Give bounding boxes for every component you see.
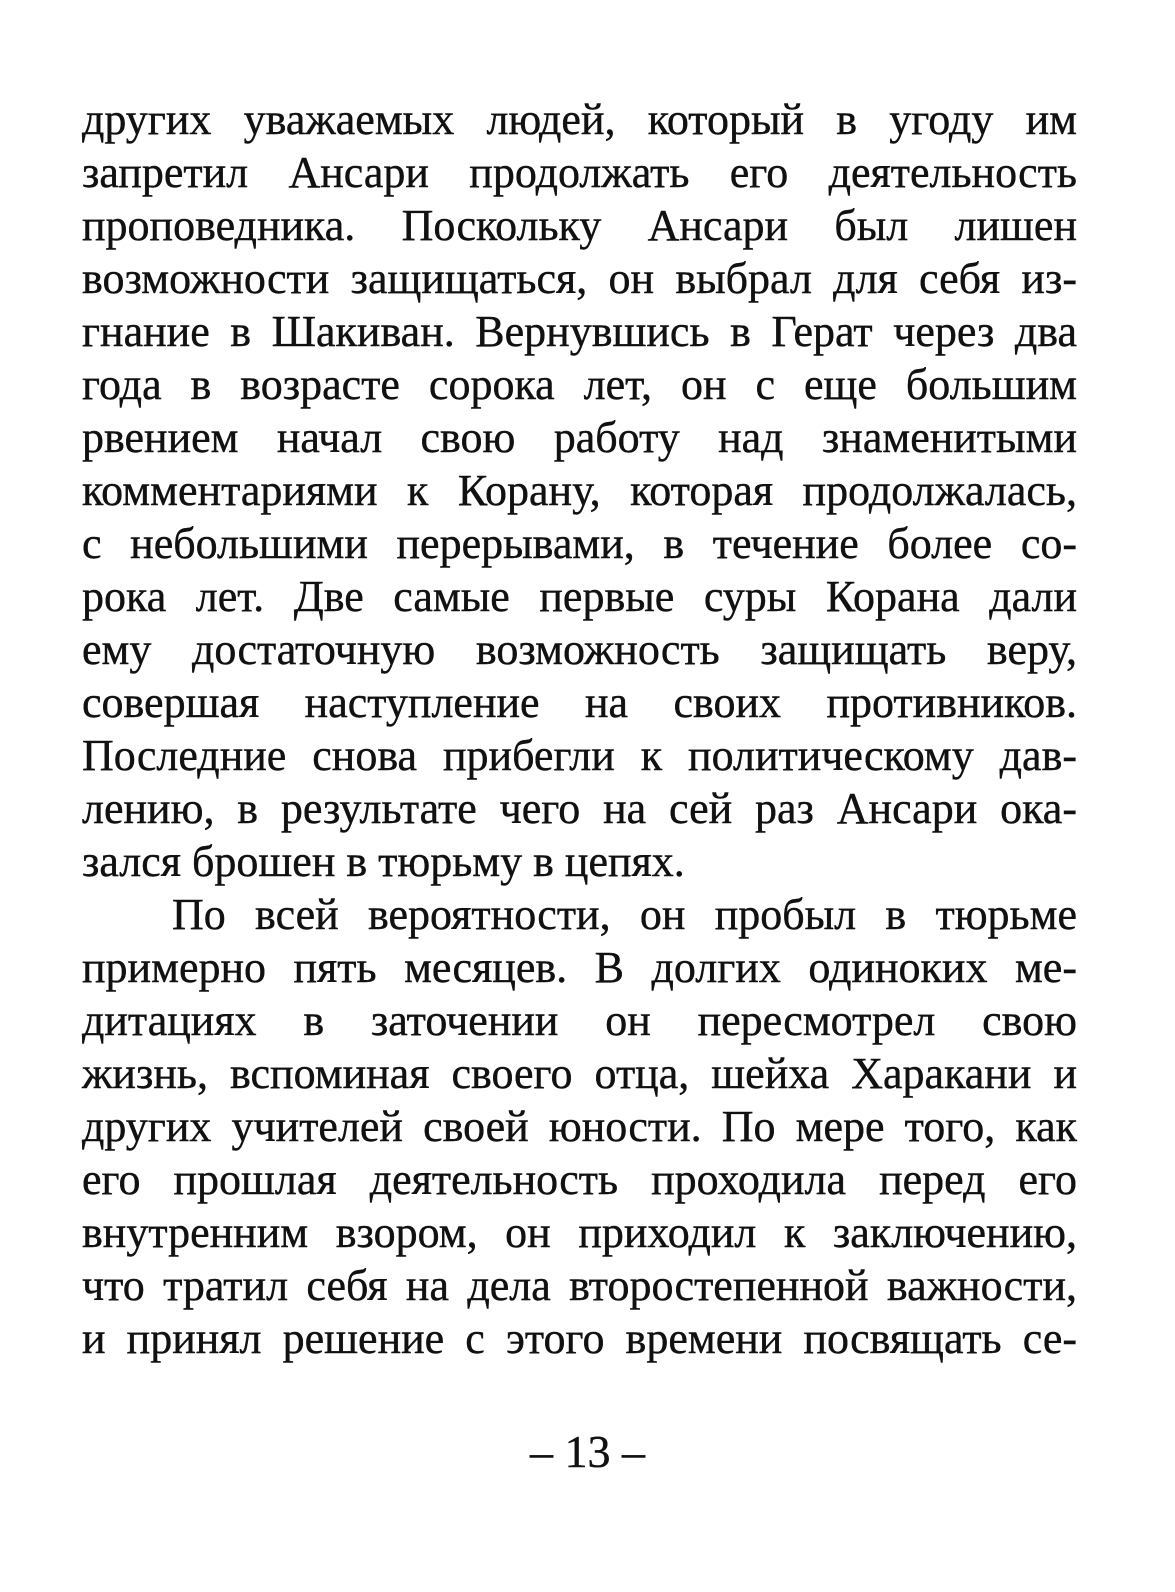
text-line: рока лет. Две самые первые суры Корана дали — [82, 572, 1077, 621]
text-line: жизнь, вспоминая своего отца, шейха Харакани и — [82, 1049, 1077, 1098]
text-line: и принял решение с этого времени посвящать се- — [82, 1314, 1077, 1363]
text-line: других учителей своей юности. По мере того, как — [82, 1102, 1077, 1151]
text-line: проповедника. Поскольку Ансари был лишен — [82, 201, 1077, 250]
text-line: По всей вероятности, он пробыл в тюрьме — [172, 890, 1077, 939]
text-line: других уважаемых людей, который в угоду им — [82, 95, 1077, 144]
text-line: запретил Ансари продолжать его деятельность — [82, 148, 1077, 197]
text-line: его прошлая деятельность проходила перед его — [82, 1155, 1077, 1204]
page-number: – 13 – — [530, 1426, 645, 1477]
text-line: что тратил себя на дела второстепенной важности, — [82, 1261, 1077, 1310]
text-line: совершая наступление на своих противников. — [82, 678, 1077, 727]
text-line: дитациях в заточении он пересмотрел свою — [82, 996, 1077, 1045]
text-line: примерно пять месяцев. В долгих одиноких ме- — [82, 943, 1077, 992]
text-line: с небольшими перерывами, в течение более со- — [82, 519, 1077, 568]
text-line: зался брошен в тюрьму в цепях. — [82, 837, 685, 886]
text-line: рвением начал свою работу над знаменитыми — [82, 413, 1077, 462]
text-line: комментариями к Корану, которая продолжалась, — [82, 466, 1077, 515]
text-line: возможности защищаться, он выбрал для себя из- — [82, 254, 1077, 303]
text-line: внутренним взором, он приходил к заключению, — [82, 1208, 1077, 1257]
text-line: лению, в результате чего на сей раз Ансари ока- — [82, 784, 1077, 833]
text-line: года в возрасте сорока лет, он с еще большим — [82, 360, 1077, 409]
text-line: Последние снова прибегли к политическому дав- — [82, 731, 1077, 780]
text-line: гнание в Шакиван. Вернувшись в Герат через два — [82, 307, 1077, 356]
text-line: ему достаточную возможность защищать веру, — [82, 625, 1077, 674]
